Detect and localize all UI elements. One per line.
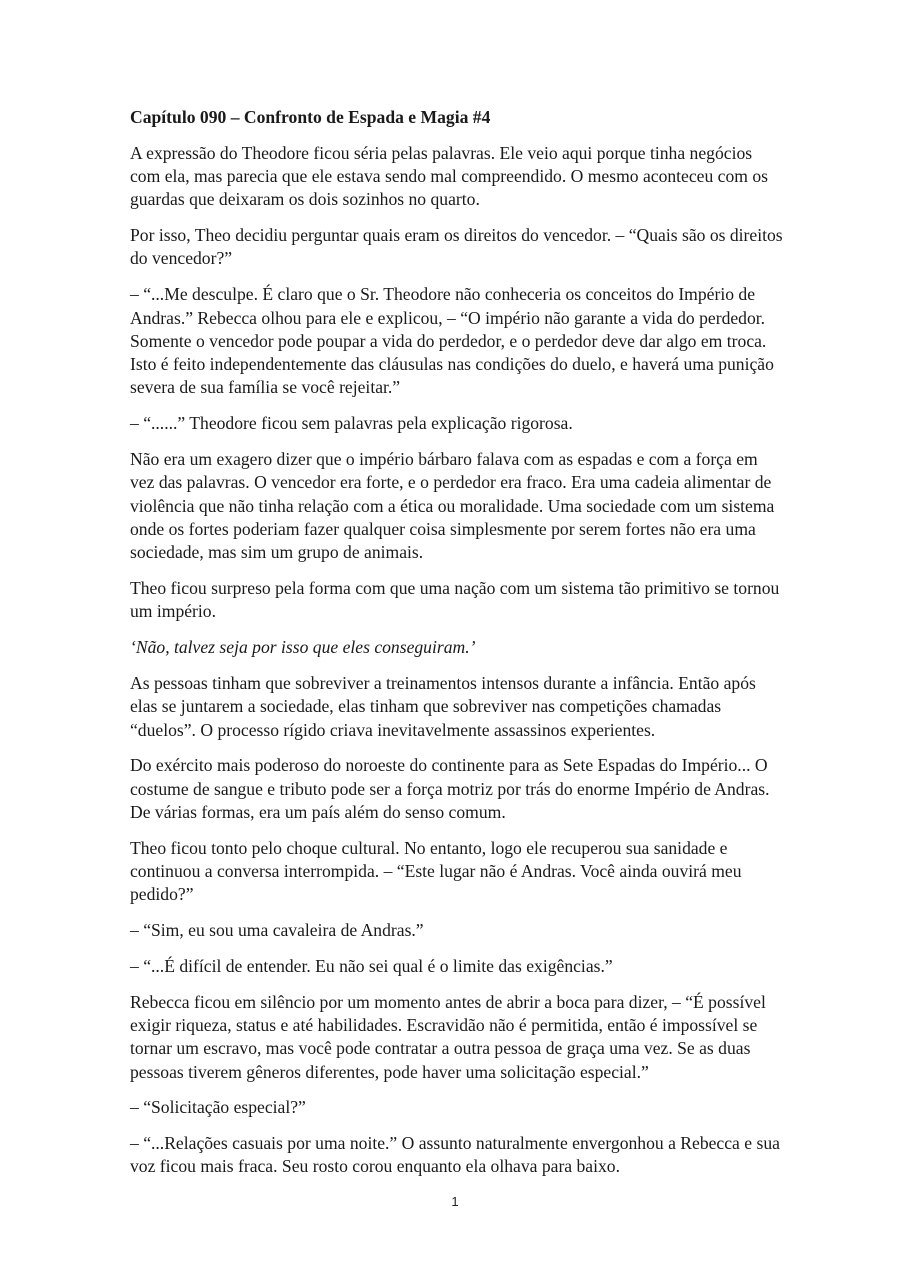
paragraph: As pessoas tinham que sobreviver a treinamentos intensos durante a infância. Então após elas se juntarem a sociedade, elas tinham que sobreviver nas competições chamadas “duelos”. O processo rígido criava inevitavelmente assassinos experientes.: [130, 672, 756, 740]
paragraph: Do exército mais poderoso do noroeste do continente para as Sete Espadas do Império... O costume de sangue e tributo pode ser a força motriz por trás do enorme Império de Andras. De várias formas, era um país além do senso comum.: [130, 755, 770, 822]
chapter-title: Capítulo 090 – Confronto de Espada e Magia #4: [130, 107, 491, 127]
paragraph: A expressão do Theodore ficou séria pelas palavras. Ele veio aqui porque tinha negócios com ela, mas parecia que ele estava sendo mal compreendido. O mesmo aconteceu com os guardas que deixaram os dois sozinhos no quarto.: [130, 142, 769, 210]
italic-thought-paragraph: ‘Não, talvez seja por isso que eles conseguiram.’: [130, 637, 476, 658]
paragraph: – “Sim, eu sou uma cavaleira de Andras.”: [130, 920, 424, 941]
paragraph: – “......” Theodore ficou sem palavras pela explicação rigorosa.: [130, 413, 573, 434]
paragraph: – “...Relações casuais por uma noite.” O assunto naturalmente envergonhou a Rebecca e sua voz ficou mais fraca. Seu rosto corou enquanto ela olhava para baixo.: [130, 1133, 780, 1177]
paragraph: Rebecca ficou em silêncio por um momento antes de abrir a boca para dizer, – “É possível exigir riqueza, status e até habilidades. Escravidão não é permitida, então é impossível se tornar um escravo, mas você pode contratar a outra pessoa de graça uma vez. Se as duas pessoas tiverem gêneros diferentes, pode haver uma solicitação especial.”: [130, 991, 766, 1082]
document-body: [130, 106, 785, 1191]
paragraph: Theo ficou surpreso pela forma com que uma nação com um sistema tão primitivo se tornou um império.: [130, 578, 780, 622]
paragraph: – “Solicitação especial?”: [130, 1097, 306, 1118]
paragraph: Theo ficou tonto pelo choque cultural. No entanto, logo ele recuperou sua sanidade e continuou a conversa interrompida. – “Este lugar não é Andras. Você ainda ouvirá meu pedido?”: [130, 837, 742, 905]
page-number: 1: [451, 1194, 459, 1209]
paragraph: – “...É difícil de entender. Eu não sei qual é o limite das exigências.”: [130, 955, 613, 976]
paragraph: – “...Me desculpe. É claro que o Sr. Theodore não conheceria os conceitos do Império de Andras.” Rebecca olhou para ele e explicou, – “O império não garante a vida do perdedor. Somente o vencedor pode poupar a vida do perdedor, e o perdedor deve dar algo em troca. Isto é feito independentemente das cláusulas nas condições do duelo, e haverá uma punição severa de sua família se você rejeitar.”: [130, 284, 774, 398]
paragraph: Não era um exagero dizer que o império bárbaro falava com as espadas e com a força em vez das palavras. O vencedor era forte, e o perdedor era fraco. Era uma cadeia alimentar de violência que não tinha relação com a ética ou moralidade. Uma sociedade com um sistema onde os fortes poderiam fazer qualquer coisa simplesmente por serem fortes não era uma sociedade, mas sim um grupo de animais.: [130, 449, 775, 563]
paragraph: Por isso, Theo decidiu perguntar quais eram os direitos do vencedor. – “Quais são os direitos do vencedor?”: [130, 225, 783, 269]
